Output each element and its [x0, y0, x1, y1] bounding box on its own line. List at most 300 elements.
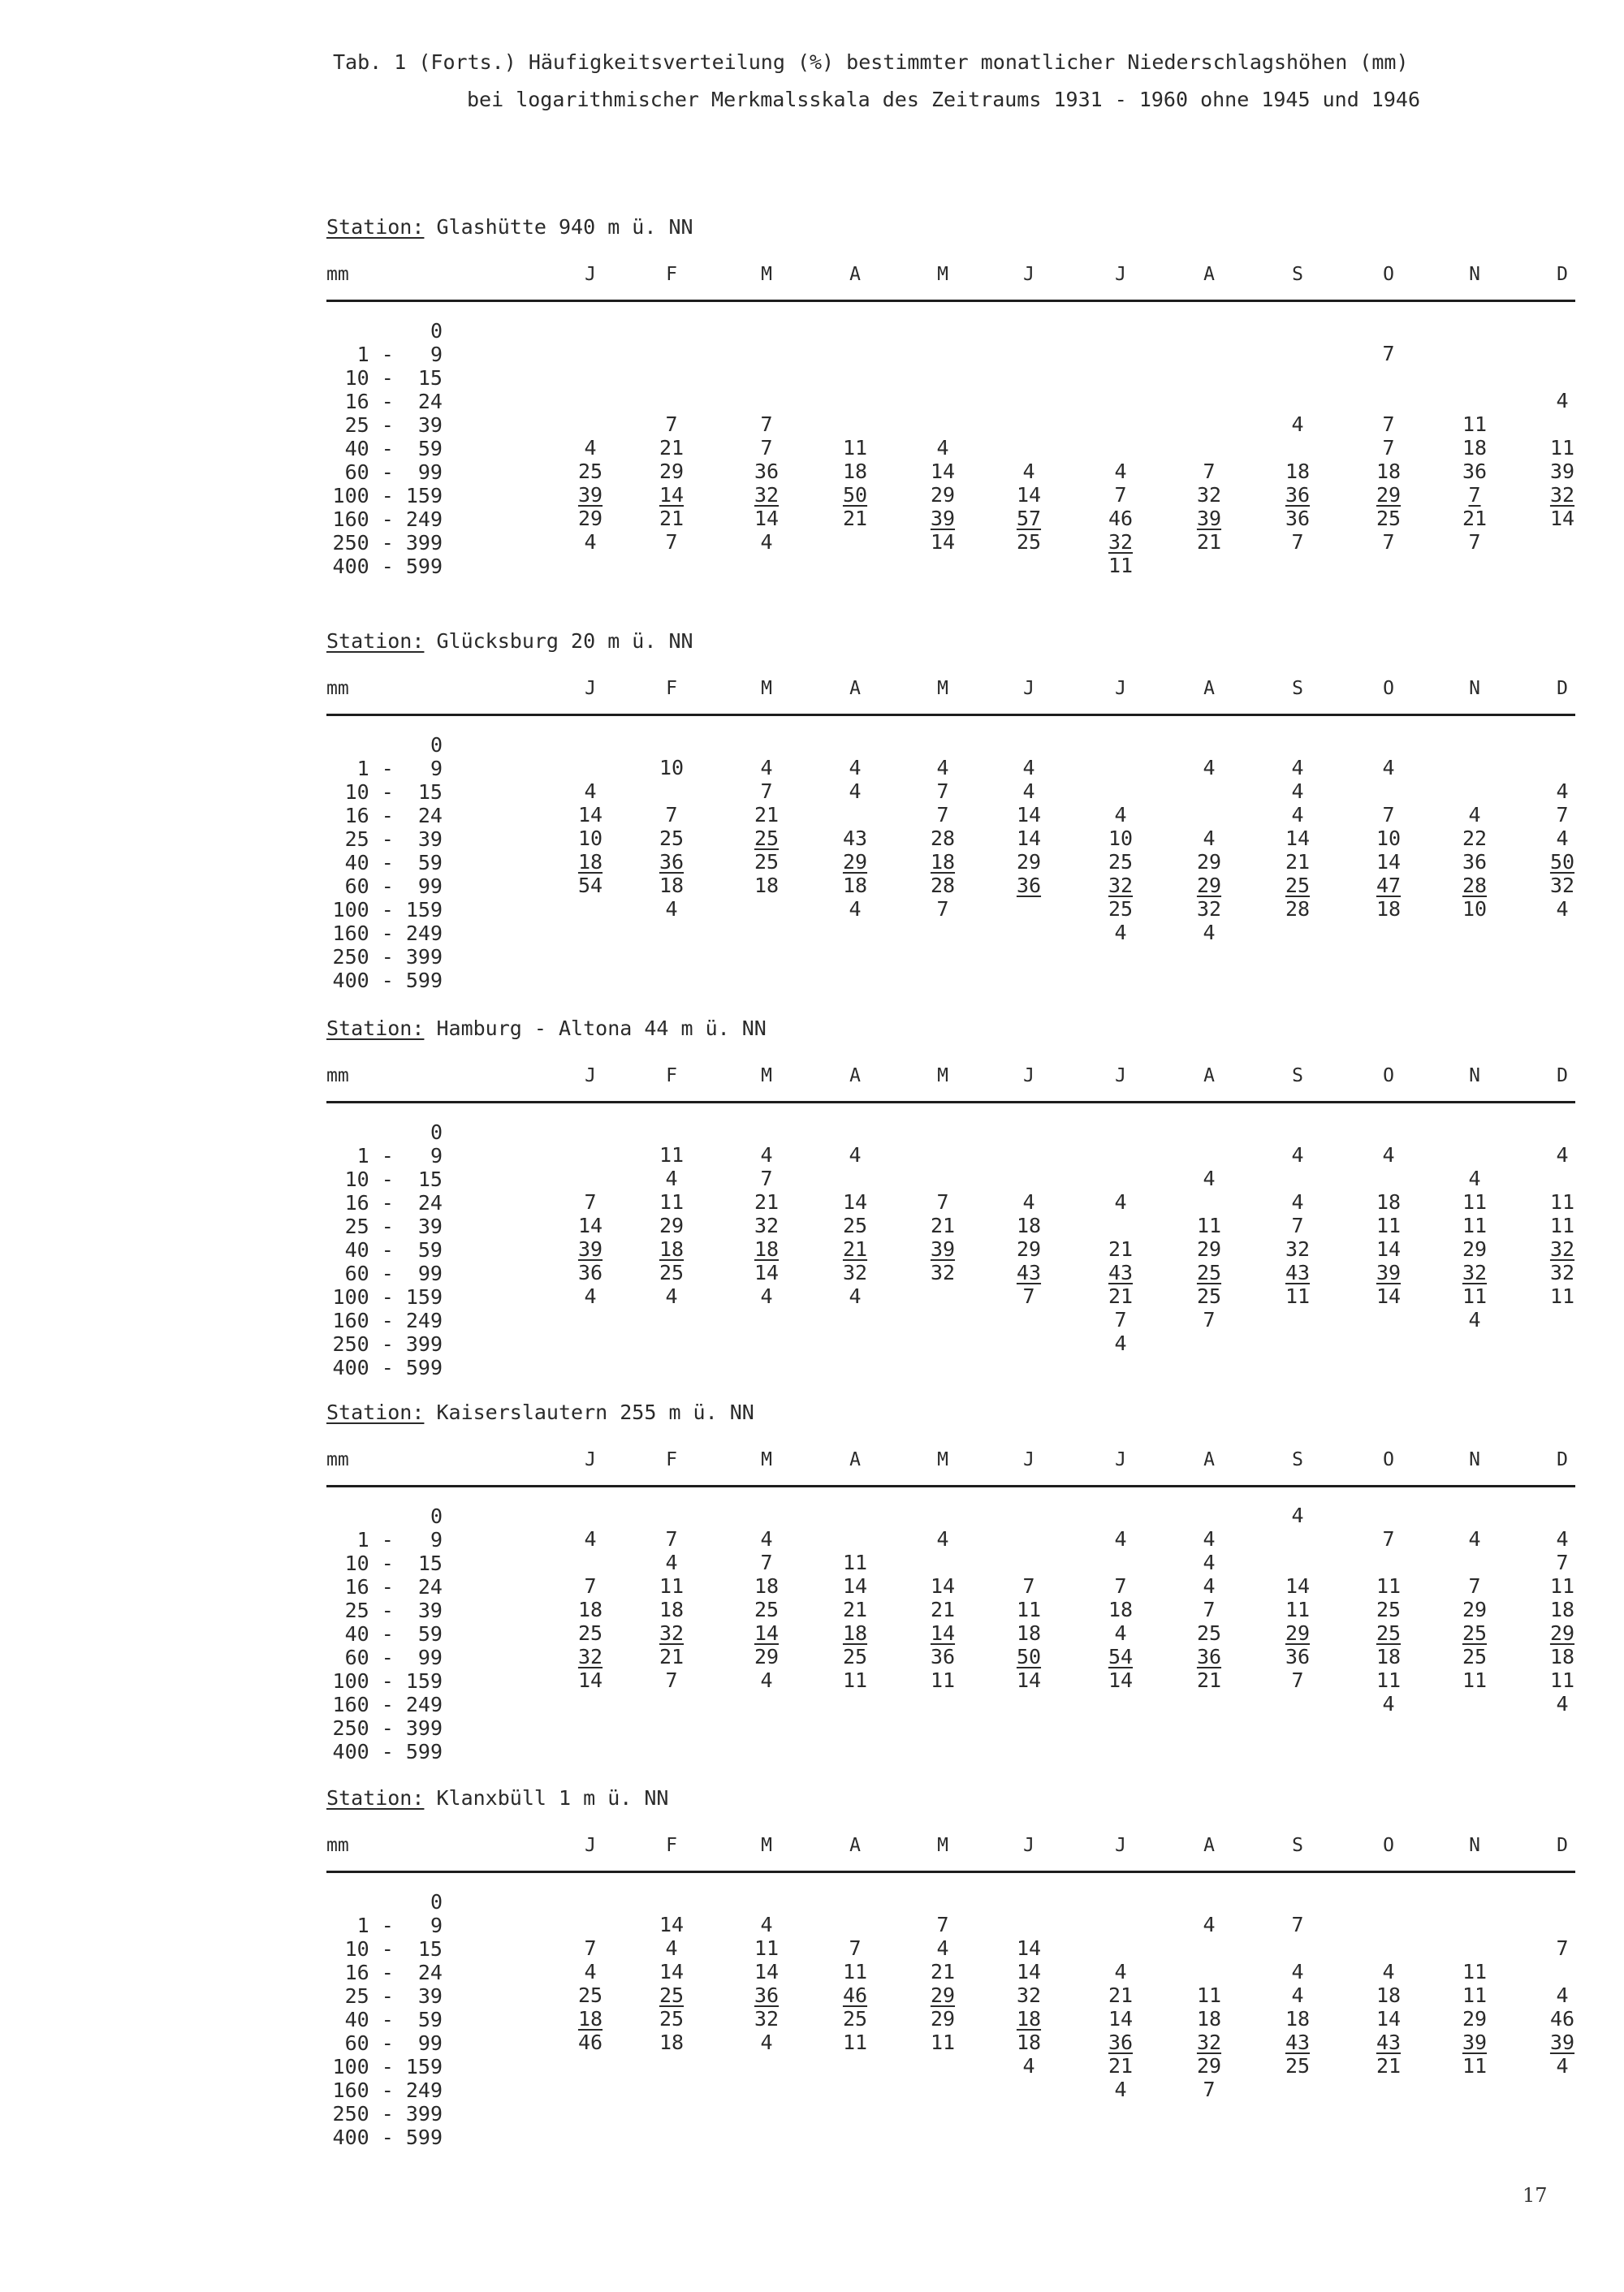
table-cell: 4 — [1291, 1504, 1304, 1527]
table-cell: 21 — [1462, 507, 1488, 530]
table-cell: 11 — [1462, 1668, 1488, 1692]
station-block — [0, 629, 1624, 1011]
table-cell: 11 — [842, 436, 868, 460]
table-cell: 4 — [1114, 1527, 1127, 1551]
table-cell: 11 — [842, 2031, 868, 2054]
table-cell: 14 — [659, 483, 685, 507]
range-label: 16 - 24 — [344, 1961, 443, 1984]
table-cell: 36 — [1285, 1645, 1311, 1668]
range-label: 40 - 59 — [344, 1622, 443, 1646]
station-label — [326, 1401, 754, 1424]
table-cell: 7 — [665, 803, 678, 827]
station-block — [0, 1017, 1624, 1398]
range-label: 160 - 249 — [332, 1693, 443, 1716]
table-cell: 18 — [1016, 1214, 1042, 1237]
range-label: 10 - 15 — [344, 1937, 443, 1961]
table-cell: 4 — [1203, 921, 1216, 944]
table-cell: 25 — [754, 850, 780, 874]
table-cell: 18 — [1376, 1645, 1402, 1668]
table-cell: 4 — [1203, 1527, 1216, 1551]
table-cell: 36 — [930, 1645, 956, 1668]
table-cell: 4 — [1556, 1692, 1569, 1716]
table-cell: 18 — [659, 1598, 685, 1621]
table-cell: 14 — [1285, 1574, 1311, 1598]
month-header: J — [1023, 1065, 1034, 1086]
table-cell: 11 — [842, 1668, 868, 1692]
month-header: N — [1469, 1065, 1480, 1086]
table-cell: 39 — [577, 483, 603, 507]
table-cell: 32 — [754, 1214, 780, 1237]
table-cell: 4 — [1382, 1692, 1395, 1716]
month-header: J — [1023, 1835, 1034, 1856]
table-cell: 32 — [1549, 874, 1575, 897]
month-header: A — [1203, 1449, 1215, 1470]
table-cell: 11 — [1196, 1983, 1222, 2007]
table-cell: 21 — [1108, 2054, 1134, 2078]
table-cell: 4 — [1382, 1960, 1395, 1983]
table-cell: 4 — [1291, 1143, 1304, 1167]
table-cell: 14 — [1108, 2007, 1134, 2031]
table-cell: 14 — [1016, 803, 1042, 827]
table-cell: 7 — [1114, 1308, 1127, 1332]
table-cell: 28 — [930, 827, 956, 850]
table-cell: 7 — [1382, 803, 1395, 827]
table-cell: 7 — [1382, 342, 1395, 365]
table-cell: 29 — [930, 1983, 956, 2007]
table-cell: 21 — [1196, 530, 1222, 554]
table-cell: 7 — [936, 803, 949, 827]
table-cell: 11 — [1462, 1190, 1488, 1214]
table-cell: 4 — [849, 756, 862, 779]
table-cell: 4 — [849, 1143, 862, 1167]
range-label: 100 - 159 — [332, 898, 443, 922]
range-label: 1 - 9 — [356, 343, 443, 366]
table-cell: 7 — [584, 1574, 597, 1598]
month-header: J — [1115, 678, 1126, 699]
table-cell: 4 — [1382, 756, 1395, 779]
table-cell: 18 — [1549, 1645, 1575, 1668]
header-rule — [326, 714, 1575, 716]
table-cell: 4 — [1291, 1983, 1304, 2007]
month-header: N — [1469, 1835, 1480, 1856]
table-cell: 7 — [1114, 1574, 1127, 1598]
table-cell: 54 — [1108, 1645, 1134, 1668]
month-header: J — [1023, 264, 1034, 285]
table-cell: 11 — [1462, 2054, 1488, 2078]
month-header: O — [1383, 1449, 1394, 1470]
table-cell: 7 — [665, 1527, 678, 1551]
table-cell: 7 — [760, 1167, 773, 1190]
table-cell: 29 — [754, 1645, 780, 1668]
table-cell: 46 — [842, 1983, 868, 2007]
month-header: F — [666, 1449, 677, 1470]
table-cell: 25 — [842, 1645, 868, 1668]
table-cell: 25 — [659, 827, 685, 850]
table-cell: 39 — [1196, 507, 1222, 530]
table-cell: 18 — [1376, 897, 1402, 921]
table-cell: 4 — [1203, 1167, 1216, 1190]
table-cell: 14 — [842, 1574, 868, 1598]
table-cell: 4 — [936, 1527, 949, 1551]
header-rule — [326, 1871, 1575, 1873]
month-header: M — [761, 1449, 772, 1470]
range-label: 100 - 159 — [332, 484, 443, 507]
table-cell: 43 — [1285, 1261, 1311, 1284]
month-header: D — [1557, 264, 1568, 285]
table-cell: 7 — [1022, 1574, 1035, 1598]
table-cell: 7 — [936, 1913, 949, 1936]
table-cell: 18 — [1376, 1190, 1402, 1214]
table-cell: 4 — [936, 436, 949, 460]
table-cell: 4 — [1022, 460, 1035, 483]
month-header: J — [1115, 1835, 1126, 1856]
table-cell: 11 — [1549, 1574, 1575, 1598]
table-cell: 7 — [1468, 483, 1481, 507]
table-cell: 21 — [1376, 2054, 1402, 2078]
range-label: 10 - 15 — [344, 1168, 443, 1191]
range-label: 1 - 9 — [356, 1914, 443, 1937]
table-cell: 11 — [1108, 554, 1134, 577]
range-label: 40 - 59 — [344, 1238, 443, 1262]
table-cell: 11 — [1549, 1668, 1575, 1692]
station-block — [0, 1786, 1624, 2168]
table-cell: 7 — [936, 897, 949, 921]
table-cell: 25 — [577, 1621, 603, 1645]
range-label: 16 - 24 — [344, 1575, 443, 1599]
month-header: S — [1292, 1835, 1303, 1856]
range-label: 100 - 159 — [332, 1669, 443, 1693]
month-header: S — [1292, 678, 1303, 699]
month-header: J — [585, 264, 596, 285]
table-cell: 4 — [1468, 1167, 1481, 1190]
table-cell: 21 — [754, 803, 780, 827]
table-cell: 50 — [1016, 1645, 1042, 1668]
table-cell: 29 — [1549, 1621, 1575, 1645]
table-cell: 32 — [577, 1645, 603, 1668]
month-header: M — [937, 1835, 948, 1856]
station-tag: Station: — [326, 629, 425, 653]
table-cell: 25 — [1108, 897, 1134, 921]
table-caption-line-1: Tab. 1 (Forts.) Häufigkeitsverteilung (%) bestimmter monatlicher Niederschlagshöhen (mm) — [333, 50, 1409, 74]
month-header: O — [1383, 1835, 1394, 1856]
table-cell: 4 — [665, 1936, 678, 1960]
table-cell: 14 — [577, 1214, 603, 1237]
month-header: D — [1557, 1835, 1568, 1856]
table-cell: 29 — [1196, 874, 1222, 897]
table-cell: 7 — [1291, 1214, 1304, 1237]
table-cell: 25 — [659, 1261, 685, 1284]
table-cell: 21 — [659, 1645, 685, 1668]
month-header: D — [1557, 1449, 1568, 1470]
table-cell: 18 — [1549, 1598, 1575, 1621]
table-cell: 18 — [1285, 460, 1311, 483]
range-label: 0 — [430, 1890, 443, 1914]
table-cell: 25 — [842, 2007, 868, 2031]
month-header: A — [1203, 678, 1215, 699]
range-label: 400 - 599 — [332, 555, 443, 578]
table-cell: 14 — [1376, 2007, 1402, 2031]
table-cell: 39 — [577, 1237, 603, 1261]
table-cell: 36 — [1462, 460, 1488, 483]
month-header: F — [666, 264, 677, 285]
table-cell: 11 — [659, 1574, 685, 1598]
table-cell: 14 — [1016, 1668, 1042, 1692]
table-cell: 4 — [760, 2031, 773, 2054]
table-cell: 11 — [842, 1960, 868, 1983]
table-cell: 4 — [1468, 1308, 1481, 1332]
table-cell: 36 — [1196, 1645, 1222, 1668]
range-label: 60 - 99 — [344, 460, 443, 484]
table-cell: 7 — [1382, 530, 1395, 554]
table-cell: 18 — [754, 874, 780, 897]
month-header: J — [585, 1835, 596, 1856]
table-cell: 43 — [1016, 1261, 1042, 1284]
table-cell: 11 — [1462, 1214, 1488, 1237]
table-cell: 25 — [1196, 1621, 1222, 1645]
table-cell: 14 — [1376, 1284, 1402, 1308]
table-cell: 11 — [659, 1143, 685, 1167]
table-cell: 14 — [1016, 1960, 1042, 1983]
table-cell: 14 — [930, 1574, 956, 1598]
month-header: A — [849, 678, 861, 699]
table-cell: 4 — [1556, 389, 1569, 412]
table-cell: 4 — [1022, 756, 1035, 779]
month-header: M — [937, 678, 948, 699]
range-label: 25 - 39 — [344, 413, 443, 437]
table-cell: 11 — [1462, 412, 1488, 436]
table-cell: 14 — [577, 1668, 603, 1692]
month-header: M — [761, 1065, 772, 1086]
range-label: 1 - 9 — [356, 1144, 443, 1168]
month-header: A — [1203, 264, 1215, 285]
range-label: 40 - 59 — [344, 2008, 443, 2031]
table-cell: 32 — [1462, 1261, 1488, 1284]
table-cell: 21 — [1285, 850, 1311, 874]
table-cell: 29 — [1376, 483, 1402, 507]
table-cell: 46 — [577, 2031, 603, 2054]
table-cell: 11 — [1376, 1574, 1402, 1598]
month-header: N — [1469, 264, 1480, 285]
table-cell: 32 — [1549, 483, 1575, 507]
month-header: D — [1557, 678, 1568, 699]
table-cell: 4 — [1114, 1960, 1127, 1983]
month-header: N — [1469, 678, 1480, 699]
table-cell: 7 — [1203, 1598, 1216, 1621]
table-cell: 14 — [1016, 827, 1042, 850]
table-cell: 21 — [842, 1598, 868, 1621]
table-cell: 4 — [1203, 756, 1216, 779]
table-cell: 43 — [1108, 1261, 1134, 1284]
range-label: 160 - 249 — [332, 1309, 443, 1332]
range-label: 16 - 24 — [344, 804, 443, 827]
table-cell: 4 — [1114, 1190, 1127, 1214]
station-name: Glücksburg 20 m ü. NN — [424, 629, 693, 653]
table-cell: 4 — [760, 1284, 773, 1308]
table-cell: 4 — [1556, 1143, 1569, 1167]
table-cell: 14 — [577, 803, 603, 827]
table-cell: 21 — [842, 507, 868, 530]
table-cell: 7 — [1468, 530, 1481, 554]
table-cell: 11 — [1549, 436, 1575, 460]
month-header: A — [849, 264, 861, 285]
table-cell: 25 — [1462, 1621, 1488, 1645]
table-cell: 36 — [1108, 2031, 1134, 2054]
table-cell: 18 — [577, 1598, 603, 1621]
table-cell: 18 — [659, 1237, 685, 1261]
table-cell: 32 — [1016, 1983, 1042, 2007]
unit-header: mm — [326, 1835, 349, 1856]
table-cell: 4 — [1114, 460, 1127, 483]
range-label: 250 - 399 — [332, 1332, 443, 1356]
month-header: J — [1115, 1065, 1126, 1086]
table-cell: 25 — [577, 1983, 603, 2007]
month-header: M — [761, 1835, 772, 1856]
table-cell: 4 — [1556, 1527, 1569, 1551]
table-cell: 7 — [665, 530, 678, 554]
unit-header: mm — [326, 264, 349, 285]
table-cell: 28 — [930, 874, 956, 897]
table-cell: 57 — [1016, 507, 1042, 530]
table-cell: 25 — [1196, 1261, 1222, 1284]
table-cell: 7 — [1556, 1936, 1569, 1960]
table-cell: 4 — [1114, 1332, 1127, 1355]
table-cell: 4 — [1114, 2078, 1127, 2101]
month-header: J — [1115, 1449, 1126, 1470]
table-cell: 29 — [930, 2007, 956, 2031]
table-cell: 32 — [659, 1621, 685, 1645]
table-cell: 18 — [1016, 2007, 1042, 2031]
table-cell: 7 — [1382, 436, 1395, 460]
table-cell: 18 — [754, 1574, 780, 1598]
unit-header: mm — [326, 678, 349, 699]
range-label: 25 - 39 — [344, 1984, 443, 2008]
table-cell: 7 — [936, 779, 949, 803]
range-label: 160 - 249 — [332, 507, 443, 531]
month-header: D — [1557, 1065, 1568, 1086]
table-cell: 21 — [1196, 1668, 1222, 1692]
table-cell: 11 — [1285, 1284, 1311, 1308]
table-cell: 4 — [1114, 921, 1127, 944]
month-header: S — [1292, 264, 1303, 285]
table-cell: 47 — [1376, 874, 1402, 897]
table-cell: 14 — [754, 1261, 780, 1284]
station-tag: Station: — [326, 1017, 425, 1040]
table-cell: 4 — [760, 1527, 773, 1551]
table-cell: 32 — [930, 1261, 956, 1284]
table-cell: 32 — [1285, 1237, 1311, 1261]
table-cell: 29 — [1196, 850, 1222, 874]
range-label: 400 - 599 — [332, 2126, 443, 2149]
month-header: O — [1383, 678, 1394, 699]
station-tag: Station: — [326, 1786, 425, 1810]
table-cell: 11 — [1549, 1284, 1575, 1308]
range-label: 160 - 249 — [332, 2078, 443, 2102]
table-cell: 39 — [930, 1237, 956, 1261]
table-cell: 29 — [659, 460, 685, 483]
table-cell: 29 — [930, 483, 956, 507]
table-cell: 11 — [930, 1668, 956, 1692]
table-cell: 43 — [842, 827, 868, 850]
table-cell: 14 — [1549, 507, 1575, 530]
table-cell: 4 — [849, 1284, 862, 1308]
table-cell: 29 — [1016, 850, 1042, 874]
table-cell: 4 — [584, 1284, 597, 1308]
range-label: 100 - 159 — [332, 1285, 443, 1309]
table-cell: 29 — [1016, 1237, 1042, 1261]
month-header: F — [666, 1065, 677, 1086]
month-header: M — [937, 1449, 948, 1470]
table-cell: 29 — [659, 1214, 685, 1237]
table-cell: 7 — [1468, 1574, 1481, 1598]
table-cell: 18 — [1285, 2007, 1311, 2031]
table-cell: 25 — [754, 1598, 780, 1621]
month-header: M — [937, 264, 948, 285]
table-cell: 11 — [1462, 1284, 1488, 1308]
station-name: Kaiserslautern 255 m ü. NN — [424, 1401, 754, 1424]
table-cell: 14 — [930, 530, 956, 554]
table-cell: 4 — [760, 530, 773, 554]
table-cell: 36 — [1285, 507, 1311, 530]
table-cell: 7 — [1203, 460, 1216, 483]
range-label: 250 - 399 — [332, 2102, 443, 2126]
range-label: 100 - 159 — [332, 2055, 443, 2078]
table-cell: 7 — [665, 412, 678, 436]
table-cell: 25 — [1285, 874, 1311, 897]
table-cell: 4 — [1556, 2054, 1569, 2078]
table-cell: 25 — [754, 827, 780, 850]
range-label: 60 - 99 — [344, 874, 443, 898]
table-cell: 10 — [1462, 897, 1488, 921]
table-cell: 14 — [930, 460, 956, 483]
table-cell: 18 — [842, 874, 868, 897]
table-cell: 4 — [1203, 1551, 1216, 1574]
month-header: S — [1292, 1449, 1303, 1470]
station-label — [326, 629, 693, 653]
range-label: 400 - 599 — [332, 1740, 443, 1763]
table-cell: 11 — [754, 1936, 780, 1960]
table-cell: 25 — [1016, 530, 1042, 554]
month-header: J — [1115, 264, 1126, 285]
table-cell: 7 — [1022, 1284, 1035, 1308]
table-cell: 18 — [577, 850, 603, 874]
table-cell: 29 — [1196, 2054, 1222, 2078]
range-label: 25 - 39 — [344, 1215, 443, 1238]
table-cell: 36 — [1285, 483, 1311, 507]
table-cell: 32 — [1196, 483, 1222, 507]
table-cell: 32 — [1549, 1237, 1575, 1261]
table-cell: 4 — [1291, 803, 1304, 827]
table-cell: 11 — [1549, 1214, 1575, 1237]
table-cell: 18 — [1376, 460, 1402, 483]
range-label: 60 - 99 — [344, 1262, 443, 1285]
range-label: 60 - 99 — [344, 2031, 443, 2055]
range-label: 0 — [430, 733, 443, 757]
table-cell: 18 — [1376, 1983, 1402, 2007]
table-cell: 36 — [754, 460, 780, 483]
range-label: 25 - 39 — [344, 1599, 443, 1622]
month-header: O — [1383, 264, 1394, 285]
table-cell: 21 — [930, 1214, 956, 1237]
table-cell: 25 — [842, 1214, 868, 1237]
table-cell: 7 — [1114, 483, 1127, 507]
table-cell: 21 — [930, 1960, 956, 1983]
table-cell: 39 — [1376, 1261, 1402, 1284]
station-name: Klanxbüll 1 m ü. NN — [424, 1786, 669, 1810]
table-cell: 4 — [1468, 803, 1481, 827]
table-cell: 25 — [1376, 1621, 1402, 1645]
table-cell: 18 — [842, 460, 868, 483]
station-tag: Station: — [326, 1401, 425, 1424]
